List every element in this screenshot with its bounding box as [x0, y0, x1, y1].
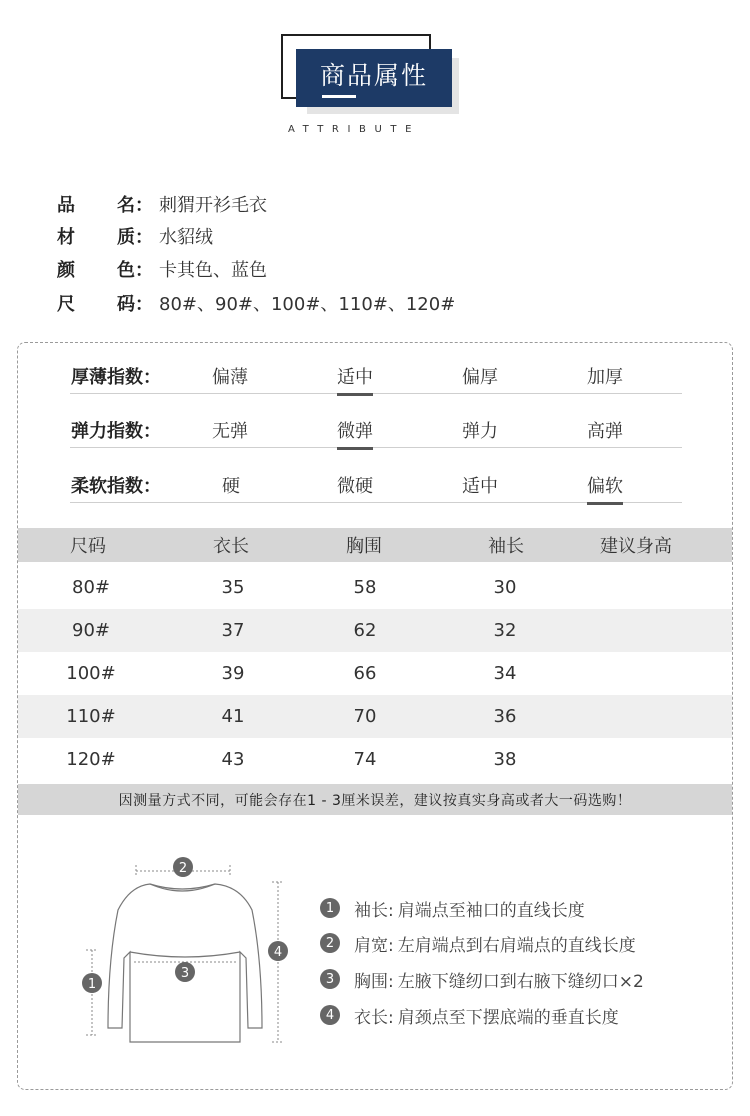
info-value: 水貂绒: [159, 227, 213, 248]
index-option: 偏薄: [212, 367, 248, 388]
cell-length: 43: [221, 749, 245, 770]
sweater-diagram: [70, 850, 300, 1055]
number-badge: 3: [320, 969, 340, 989]
cell-height: [600, 652, 680, 695]
legend-item-chest: [320, 966, 644, 992]
info-value: 80#、90#、100#、110#、120#: [159, 294, 456, 315]
section-title: 商品属性: [319, 61, 428, 90]
info-row-color: [57, 258, 267, 284]
cell-length: 39: [221, 663, 245, 684]
legend-desc: 左肩端点到右肩端点的直线长度: [397, 935, 636, 956]
info-label: 尺 码：: [57, 294, 153, 315]
index-option: 硬: [222, 476, 240, 497]
marker-shoulder: [173, 857, 193, 877]
marker-sleeve: [82, 973, 102, 993]
table-row: [18, 695, 732, 738]
cell-sleeve: 34: [493, 663, 517, 684]
svg-text:3: 3: [180, 966, 190, 981]
table-row: [18, 652, 732, 695]
index-option: 适中: [462, 476, 498, 497]
legend-term: 胸围:: [354, 971, 394, 992]
info-value: 卡其色、蓝色: [159, 260, 267, 281]
cell-length: 37: [221, 620, 245, 641]
legend-term: 肩宽:: [354, 935, 394, 956]
index-option: 无弹: [212, 421, 248, 442]
index-option: 加厚: [587, 367, 623, 388]
cell-sleeve: 32: [493, 620, 517, 641]
index-option: 偏厚: [462, 367, 498, 388]
svg-text:2: 2: [178, 861, 188, 876]
cell-length: 41: [221, 706, 245, 727]
cell-chest: 74: [353, 749, 377, 770]
index-option: 高弹: [587, 421, 623, 442]
index-row-elasticity: [70, 418, 682, 448]
table-row: [18, 738, 732, 781]
header-cell: 袖长: [488, 536, 524, 557]
cell-sleeve: 30: [493, 577, 517, 598]
header-cell: 衣长: [213, 536, 249, 557]
info-value: 刺猬开衫毛衣: [159, 195, 267, 216]
index-option: 微硬: [337, 476, 373, 497]
section-subtitle: ATTRIBUTE: [288, 124, 421, 135]
legend-term: 衣长:: [354, 1007, 394, 1028]
cell-size: 90#: [72, 620, 110, 641]
cell-height: [600, 566, 680, 609]
measurement-note: 因测量方式不同，可能会存在1 - 3厘米误差，建议按真实身高或者大一码选购！: [18, 784, 732, 815]
info-label: 品 名：: [57, 195, 153, 216]
table-row: [18, 609, 732, 652]
header-cell: 尺码: [70, 536, 106, 557]
marker-length: [268, 941, 288, 961]
info-row-size: [57, 292, 455, 318]
index-option-selected: 微弹: [337, 418, 373, 446]
info-row-name: [57, 193, 267, 219]
index-option-selected: 适中: [337, 364, 373, 392]
cell-chest: 66: [353, 663, 377, 684]
cell-size: 100#: [66, 663, 116, 684]
index-label: 厚薄指数：: [71, 367, 161, 388]
cell-chest: 62: [353, 620, 377, 641]
number-badge: 2: [320, 933, 340, 953]
info-row-material: [57, 225, 213, 251]
index-option: 弹力: [462, 421, 498, 442]
table-row: [18, 566, 732, 609]
size-table-header: [18, 528, 732, 562]
cell-size: 110#: [66, 706, 116, 727]
header-cell: 胸围: [346, 536, 382, 557]
cell-sleeve: 38: [493, 749, 517, 770]
cell-height: [600, 609, 680, 652]
cell-length: 35: [221, 577, 245, 598]
cell-size: 80#: [72, 577, 110, 598]
legend-desc: 肩颈点至下摆底端的垂直长度: [397, 1007, 619, 1028]
info-label: 材 质：: [57, 227, 153, 248]
legend-item-shoulder: [320, 930, 636, 956]
index-row-thickness: [70, 364, 682, 394]
index-label: 柔软指数：: [71, 476, 161, 497]
cell-sleeve: 36: [493, 706, 517, 727]
cell-size: 120#: [66, 749, 116, 770]
title-underline: [322, 95, 356, 98]
number-badge: 4: [320, 1005, 340, 1025]
number-badge: 1: [320, 898, 340, 918]
cell-height: [600, 695, 680, 738]
index-row-softness: [70, 473, 682, 503]
cell-height: [600, 738, 680, 781]
legend-desc: 左腋下缝纫口到右腋下缝纫口×2: [397, 971, 644, 992]
legend-item-sleeve: [320, 895, 585, 921]
marker-chest: [175, 962, 195, 982]
svg-text:1: 1: [87, 977, 97, 992]
index-option-selected: 偏软: [587, 473, 623, 501]
header-cell: 建议身高: [600, 536, 672, 557]
svg-text:4: 4: [273, 945, 283, 960]
legend-item-length: [320, 1002, 619, 1028]
cell-chest: 70: [353, 706, 377, 727]
legend-desc: 肩端点至袖口的直线长度: [397, 900, 585, 921]
index-label: 弹力指数：: [71, 421, 161, 442]
legend-term: 袖长:: [354, 900, 394, 921]
cell-chest: 58: [353, 577, 377, 598]
info-label: 颜 色：: [57, 260, 153, 281]
